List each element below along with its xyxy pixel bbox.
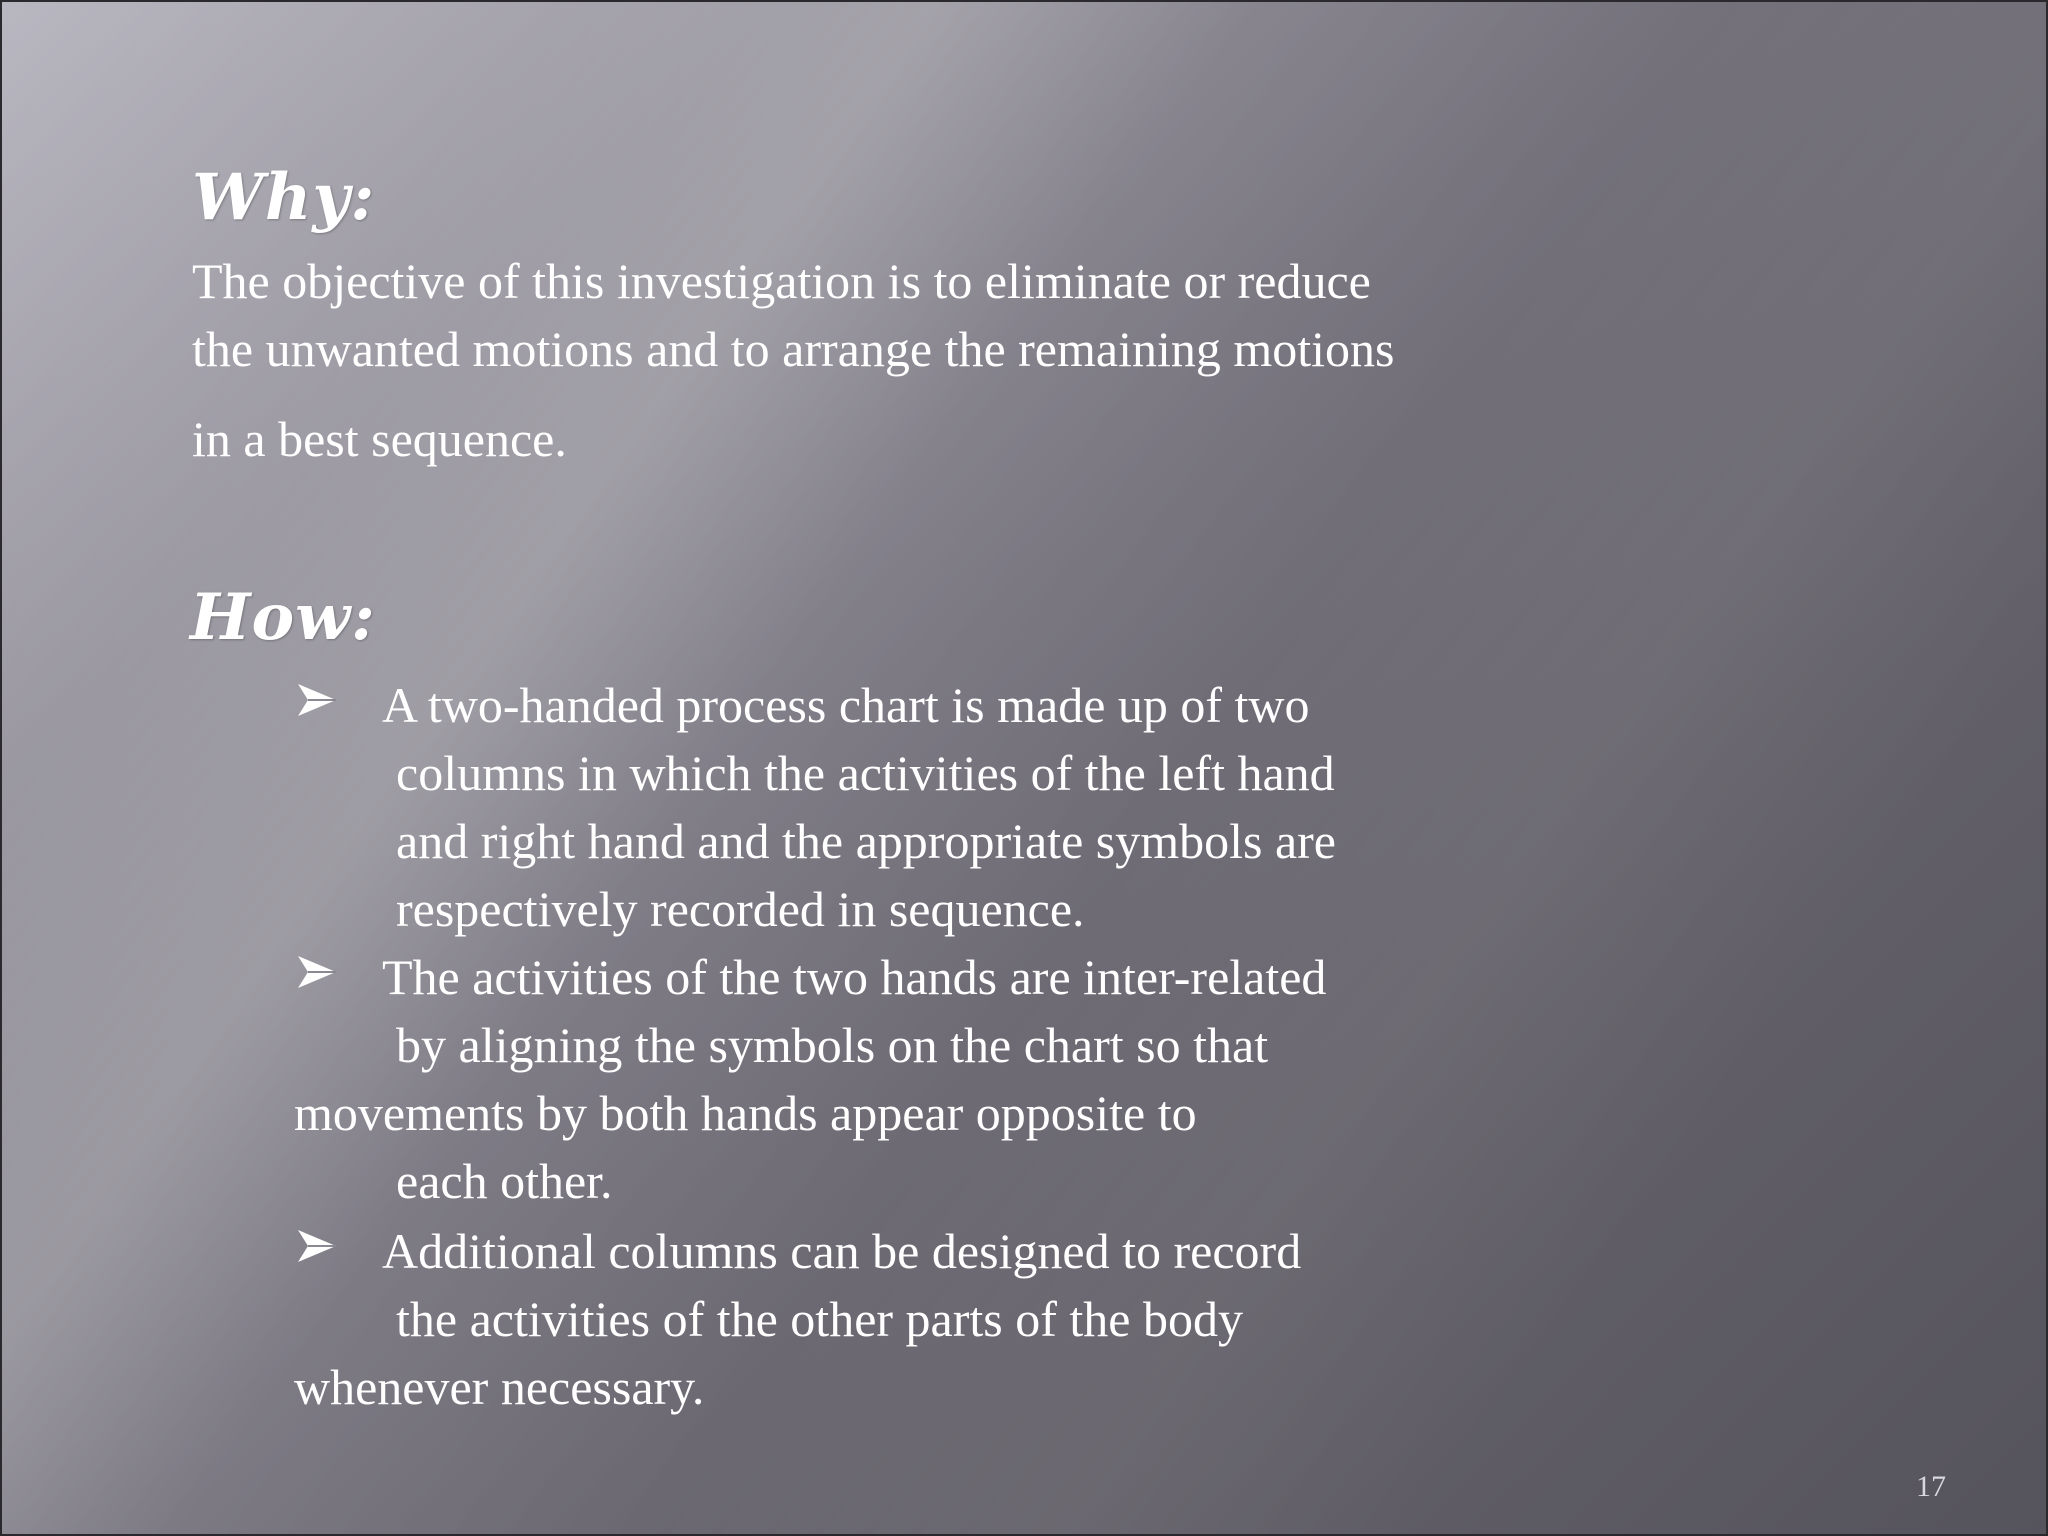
how-bullet-2-line-4: each other.: [396, 1153, 613, 1209]
how-bullet-1-line-2: columns in which the activities of the left hand: [396, 745, 1335, 801]
why-line-3: in a best sequence.: [192, 411, 567, 467]
how-bullet-3-line-3: whenever necessary.: [294, 1359, 705, 1415]
how-bullet-2-line-2: by aligning the symbols on the chart so that: [396, 1017, 1269, 1073]
how-bullet-2-line-3: movements by both hands appear opposite to: [294, 1085, 1197, 1141]
how-bullet-3-line-1: Additional columns can be designed to record: [382, 1223, 1302, 1279]
why-line-1: The objective of this investigation is to eliminate or reduce: [192, 253, 1371, 309]
slide-number: 17: [1916, 1470, 1946, 1503]
why-line-2: the unwanted motions and to arrange the remaining motions: [192, 321, 1395, 377]
how-bullet-3-line-2: the activities of the other parts of the body: [396, 1291, 1243, 1347]
arrow-bullet-icon: [296, 680, 340, 730]
why-heading: Why:: [192, 160, 376, 235]
how-bullet-2-line-1: The activities of the two hands are inter-related: [382, 949, 1327, 1005]
arrow-bullet-icon: [296, 952, 340, 1002]
how-bullet-1-line-3: and right hand and the appropriate symbols are: [396, 813, 1336, 869]
how-bullet-1-line-1: A two-handed process chart is made up of two: [382, 677, 1310, 733]
arrow-bullet-icon: [296, 1226, 340, 1276]
how-heading: How:: [190, 580, 376, 655]
how-bullet-1-line-4: respectively recorded in sequence.: [396, 881, 1085, 937]
